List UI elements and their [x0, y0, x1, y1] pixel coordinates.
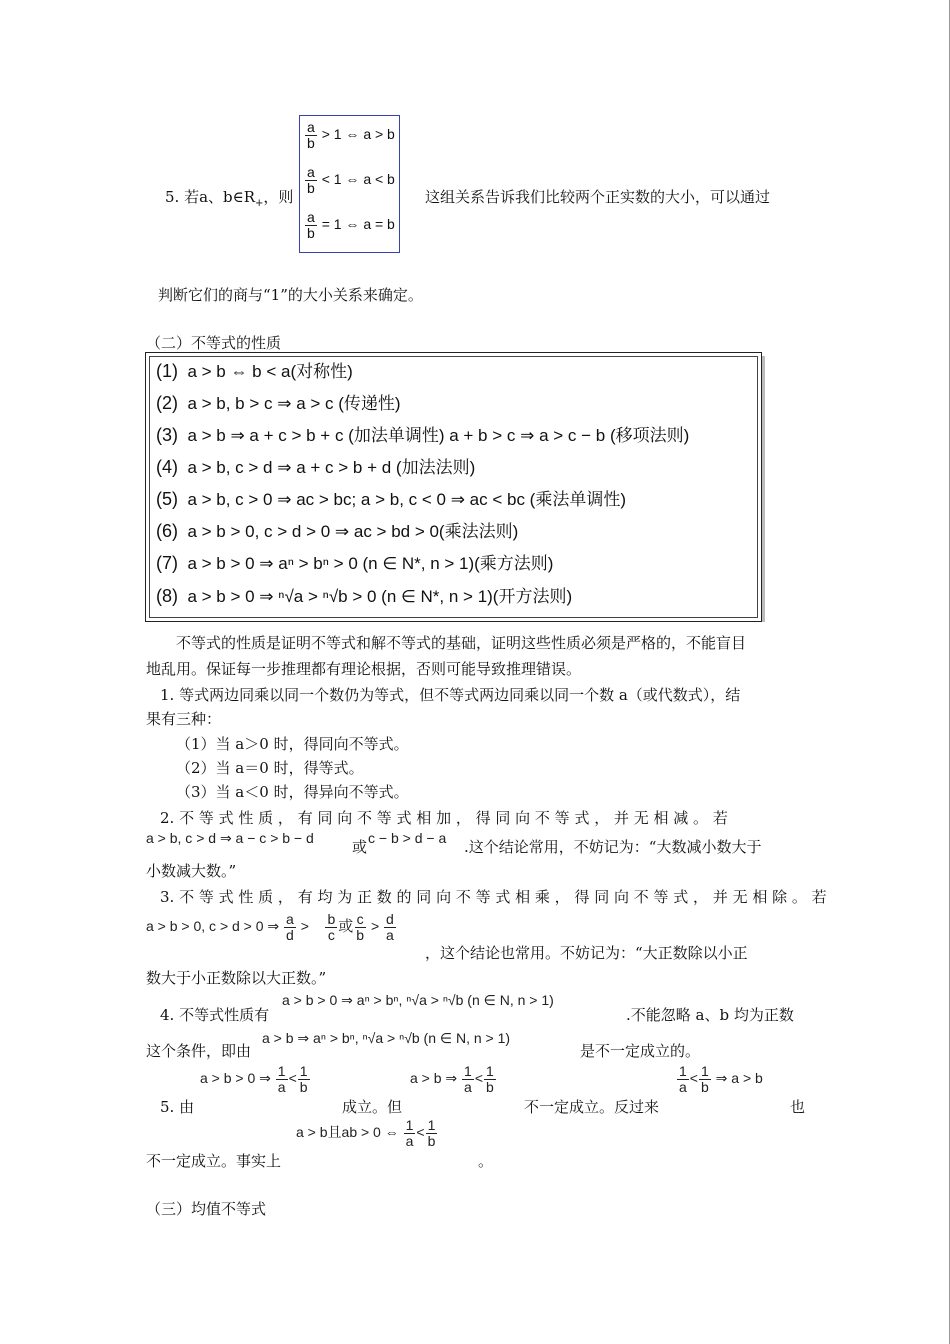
prop-7-text: a > b > 0 ⇒ aⁿ > bⁿ > 0 (n ∈ N*, n > 1)(乘方法则) [187, 554, 554, 573]
prop-3-label: (3) [156, 425, 178, 445]
note-4a: 4. 不等式性质有 [160, 1006, 270, 1024]
note-5a: 5. 由 [160, 1098, 195, 1116]
prop-1 [156, 357, 353, 382]
ratio-row-3-text: = 1 ⇔ a = b [321, 215, 395, 232]
note-4b: 这个条件，即由 [146, 1042, 252, 1060]
note-4-tail2: 是不一定成立的。 [580, 1042, 701, 1060]
note-3c: 数大于小正数除以大正数。” [146, 969, 327, 987]
para-1: 不等式的性质是证明不等式和解不等式的基础，证明这些性质必须是严格的，不能盲目 [176, 634, 747, 652]
frac-den: b [307, 224, 315, 241]
item5-suffix: 这组关系告诉我们比较两个正实数的大小，可以通过 [425, 188, 771, 206]
item5-mid-text: ，则 [263, 188, 294, 206]
note-5-math3: $\frac{1}{a}$ < $\frac{1}{b}$ ⇒ a > b [679, 1063, 763, 1095]
prop-5-text: a > b, c > 0 ⇒ ac > bc; a > b, c < 0 ⇒ ac < bc (乘法单调性) [187, 490, 627, 509]
note-2a: 2. 不 等 式 性 质 ， 有 同 向 不 等 式 相 加 ， 得 同 向 不 等 式 ， 并 无 相 减 。 若 [160, 809, 728, 827]
note-5-math2-text: a > b ⇒ [410, 1069, 458, 1086]
note-5-math4-text: a > b且ab > 0 ⇔ [296, 1123, 399, 1140]
note-3-math: a > b > 0, c > d > 0 ⇒ $\frac{a}{d}$ > $\frac{b}{c}$ 或 $\frac{c}{b}$ > $\frac{d}{a}$ [146, 911, 394, 943]
note-2-math2: c − b > d − a [368, 830, 447, 846]
ratio-row-2-text: < 1 ⇔ a < b [321, 170, 395, 187]
note-2-tail: .这个结论常用，不妨记为：“大数减小数大于 [464, 838, 762, 856]
prop-1-label: (1) [156, 361, 178, 381]
prop-1-text: a > b ⇔ b < a(对称性) [187, 362, 353, 381]
note-5-t4: 。 [478, 1152, 494, 1170]
note-4-math2: a > b ⇒ aⁿ > bⁿ, ⁿ√a > ⁿ√b (n ∈ N, n > 1) [262, 1030, 511, 1046]
note-5b: 不一定成立。事实上 [146, 1152, 282, 1170]
note-5-math3-text: ⇒ a > b [715, 1069, 763, 1086]
note-1-case2: （2）当 a＝0 时，得等式。 [176, 759, 364, 777]
note-4-tail: .不能忽略 a、b 均为正数 [626, 1006, 794, 1024]
prop-5-label: (5) [156, 489, 178, 509]
prop-3 [156, 421, 689, 446]
note-5-t1: 成立。但 [342, 1098, 403, 1116]
section3-title: （三）均值不等式 [146, 1200, 267, 1218]
note-1-case1: （1）当 a＞0 时，得同向不等式。 [176, 735, 409, 753]
prop-2 [156, 389, 401, 414]
note-1a: 1. 等式两边同乘以同一个数仍为等式，但不等式两边同乘以同一个数 a（或代数式），结 [160, 686, 741, 704]
ratio-row-1 [304, 120, 395, 150]
frac-den: b [307, 134, 315, 151]
note-5-math1: a > b > 0 ⇒ $\frac{1}{a}$ < $\frac{1}{b}$ [200, 1063, 308, 1095]
prop-4-text: a > b, c > d ⇒ a + c > b + d (加法法则) [187, 458, 476, 477]
ratio-relation-box [299, 115, 400, 253]
note-5-t2: 不一定成立。反过来 [524, 1098, 660, 1116]
para-1b: 地乱用。保证每一步推理都有理论根据，否则可能导致推理错误。 [146, 660, 582, 678]
ratio-row-1-text: > 1 ⇔ a > b [321, 125, 395, 142]
prop-3-text: a > b ⇒ a + c > b + c (加法单调性) a + b > c ⇒ a > c − b (移项法则) [187, 426, 690, 445]
ratio-row-3 [304, 210, 395, 240]
prop-8-label: (8) [156, 586, 178, 606]
item5-prefix [165, 186, 293, 209]
properties-box-shadow [762, 356, 765, 622]
frac-num: a [307, 209, 315, 225]
note-5-math1-text: a > b > 0 ⇒ [200, 1069, 271, 1086]
note-2-or: 或 [352, 838, 368, 856]
note-3-math-text: a > b > 0, c > d > 0 ⇒ [146, 917, 280, 934]
note-3-tail: ，这个结论也常用。不妨记为：“大正数除以小正 [425, 944, 748, 962]
prop-7-label: (7) [156, 553, 178, 573]
prop-7 [156, 549, 553, 574]
prop-8 [156, 582, 572, 607]
item5-prefix-text: 5. 若a、b∈R [165, 188, 256, 206]
item5-continuation: 判断它们的商与“1”的大小关系来确定。 [158, 286, 423, 304]
section2-title: （二）不等式的性质 [146, 334, 282, 352]
prop-6 [156, 517, 518, 542]
note-2c: 小数减大数。” [146, 862, 237, 880]
note-3a: 3. 不 等 式 性 质 ， 有 均 为 正 数 的 同 向 不 等 式 相 乘 ， 得 同 向 不 等 式 ， 并 无 相 除 。 若 [160, 888, 827, 906]
note-5-t3: 也 [790, 1098, 806, 1116]
prop-8-text: a > b > 0 ⇒ ⁿ√a > ⁿ√b > 0 (n ∈ N*, n > 1)(开方法则) [187, 587, 573, 606]
prop-6-label: (6) [156, 521, 178, 541]
note-4-math1: a > b > 0 ⇒ aⁿ > bⁿ, ⁿ√a > ⁿ√b (n ∈ N, n > 1) [282, 992, 554, 1008]
note-3-or: 或 [338, 916, 354, 935]
ratio-row-2 [304, 165, 395, 195]
prop-5 [156, 485, 626, 510]
prop-2-text: a > b, b > c ⇒ a > c (传递性) [187, 394, 401, 413]
note-1b: 果有三种： [146, 710, 222, 728]
note-1-case3: （3）当 a＜0 时，得异向不等式。 [176, 783, 409, 801]
properties-box [145, 352, 762, 622]
frac-num: a [307, 164, 315, 180]
frac-num: a [307, 119, 315, 135]
note-2-math1: a > b, c > d ⇒ a − c > b − d [146, 830, 314, 846]
prop-6-text: a > b > 0, c > d > 0 ⇒ ac > bd > 0(乘法法则) [187, 522, 519, 541]
note-5-math4: a > b且ab > 0 ⇔ $\frac{1}{a}$ < $\frac{1}{b}$ [296, 1117, 436, 1149]
prop-2-label: (2) [156, 393, 178, 413]
prop-4 [156, 453, 475, 478]
prop-4-label: (4) [156, 457, 178, 477]
item5-sub: + [255, 198, 264, 209]
note-5-math2: a > b ⇒ $\frac{1}{a}$ < $\frac{1}{b}$ [410, 1063, 494, 1095]
frac-den: b [307, 179, 315, 196]
